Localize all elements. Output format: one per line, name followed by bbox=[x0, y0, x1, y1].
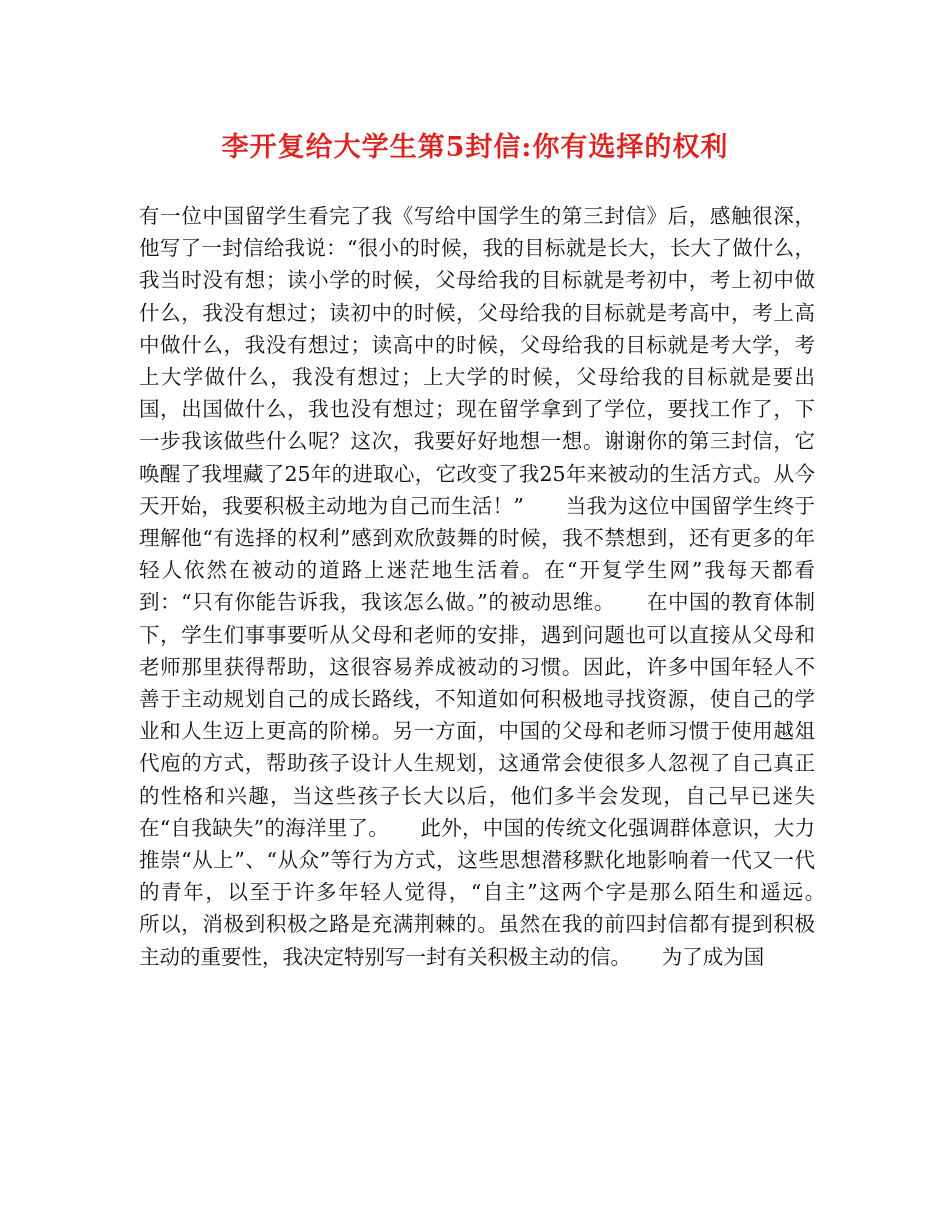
document-body-paragraph: 有一位中国留学生看完了我《写给中国学生的第三封信》后，感触很深，他写了一封信给我说：“很小的时候，我的目标就是长大，长大了做什么，我当时没有想；读小学的时候，父母给我的目标就是考初中，考上初中做什么，我没有想过；读初中的时候，父母给我的目标就是考高中，考上高中做什么，我没有想过；读高中的时候，父母给我的目标就是考大学，考上大学做什么，我没有想过；上大学的时候，父母给我的目标就是要出国，出国做什么，我也没有想过；现在留学拿到了学位，要找工作了，下一步我该做些什么呢？这次，我要好好地想一想。谢谢你的第三封信，它唤醒了我埋藏了25年的进取心，它改变了我25年来被动的生活方式。从今天开始，我要积极主动地为自己而生活！” 当我为这位中国留学生终于理解他“有选择的权利”感到欢欣鼓舞的时候，我不禁想到，还有更多的年轻人依然在被动的道路上迷茫地生活着。在“开复学生网”我每天都看到：“只有你能告诉我，我该怎么做。”的被动思维。 在中国的教育体制下，学生们事事要听从父母和老师的安排，遇到问题也可以直接从父母和老师那里获得帮助，这很容易养成被动的习惯。因此，许多中国年轻人不善于主动规划自己的成长路线，不知道如何积极地寻找资源，使自己的学业和人生迈上更高的阶梯。另一方面，中国的父母和老师习惯于使用越俎代庖的方式，帮助孩子设计人生规划，这通常会使很多人忽视了自己真正的性格和兴趣，当这些孩子长大以后，他们多半会发现，自己早已迷失在“自我缺失”的海洋里了。 此外，中国的传统文化强调群体意识，大力推崇“从上”、“从众”等行为方式，这些思想潜移默化地影响着一代又一代的青年，以至于许多年轻人觉得，“自主”这两个字是那么陌生和遥远。 所以，消极到积极之路是充满荆棘的。虽然在我的前四封信都有提到积极主动的重要性，我决定特别写一封有关积极主动的信。 为了成为国 bbox=[139, 204, 856, 969]
document-title: 李开复给大学生第5封信:你有选择的权利 bbox=[221, 132, 729, 163]
